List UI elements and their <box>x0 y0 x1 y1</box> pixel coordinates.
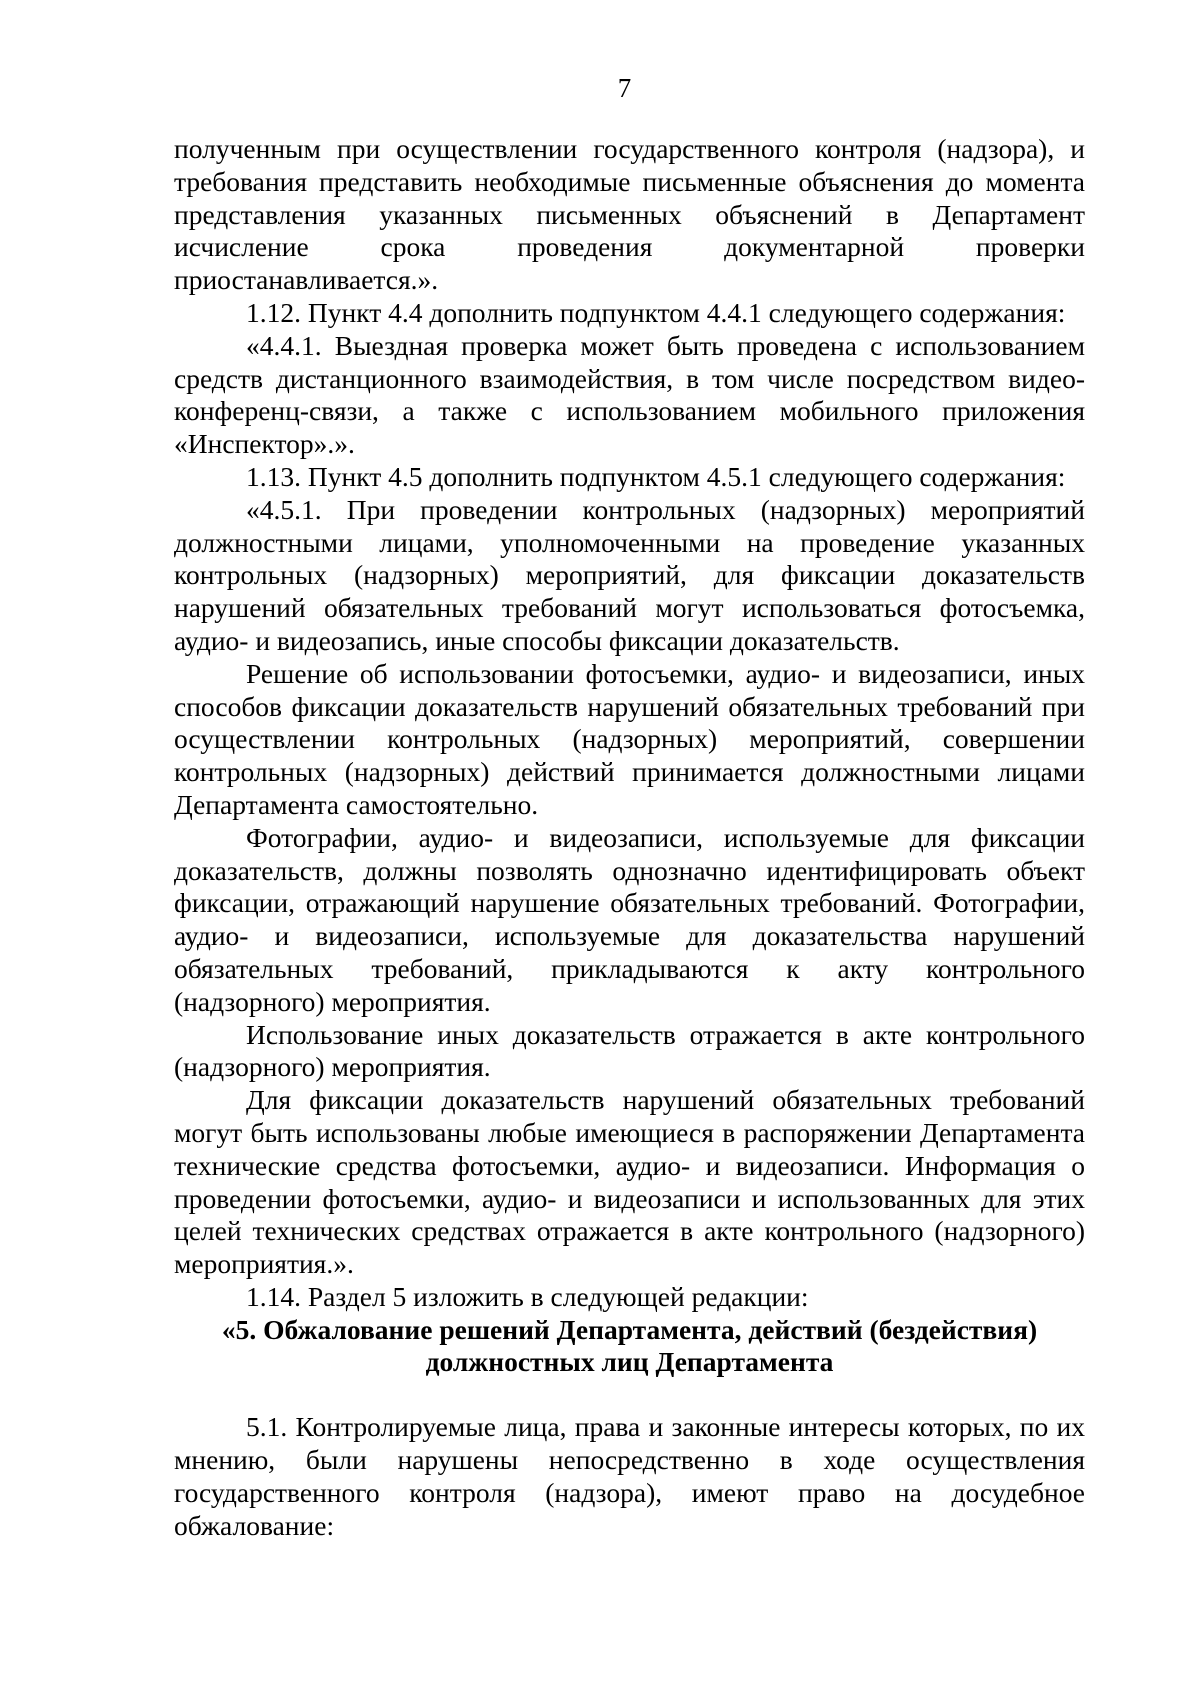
paragraph: Фотографии, аудио- и видеозаписи, используемые для фиксации доказательств, должны позволять однозначно идентифицировать объект фиксации, отражающий нарушение обязательных требований. Фотографии, аудио- и видеозаписи, используемые для доказательства нарушений обязательных требований, прикладываются к акту контрольного (надзорного) мероприятия. <box>174 821 1085 1017</box>
paragraph: Использование иных доказательств отражается в акте контрольного (надзорного) мероприятия. <box>174 1018 1085 1083</box>
paragraph: 1.14. Раздел 5 изложить в следующей редакции: <box>246 1280 809 1312</box>
paragraph: 1.13. Пункт 4.5 дополнить подпунктом 4.5.1 следующего содержания: <box>246 460 1066 492</box>
paragraph: 5.1. Контролируемые лица, права и законные интересы которых, по их мнению, были нарушены непосредственно в ходе осуществления государственного контроля (надзора), имеют право на досудебное обжалование: <box>174 1411 1085 1541</box>
document-text <box>174 133 1085 1542</box>
paragraph: Для фиксации доказательств нарушений обязательных требований могут быть использованы любые имеющиеся в распоряжении Департамента технические средства фотосъемки, аудио- и видеозаписи. Информация о проведении фотосъемки, аудио- и видеозаписи и использованных для этих целей технических средствах отражается в акте контрольного (надзорного) мероприятия.». <box>174 1084 1085 1280</box>
section-title: «5. Обжалование решений Департамента, действий (бездействия) должностных лиц Департамента <box>221 1313 1038 1378</box>
paragraph: 1.12. Пункт 4.4 дополнить подпунктом 4.4.1 следующего содержания: <box>246 296 1066 328</box>
paragraph: «4.4.1. Выездная проверка может быть проведена с использованием средств дистанционного взаимодействия, в том числе посредством видео-конференц-связи, а также с использованием мобильного приложения «Инспектор».». <box>174 329 1085 460</box>
paragraph: «4.5.1. При проведении контрольных (надзорных) мероприятий должностными лицами, уполномоченными на проведение указанных контрольных (надзорных) мероприятий, для фиксации доказательств нарушений обязательных требований могут использоваться фотосъемка, аудио- и видеозапись, иные способы фиксации доказательств. <box>174 493 1085 656</box>
paragraph: полученным при осуществлении государственного контроля (надзора), и требования представить необходимые письменные объяснения до момента представления указанных письменных объяснений в Департамент исчисление срока проведения документарной проверки приостанавливается.». <box>174 133 1085 296</box>
page-number: 7 <box>617 73 632 103</box>
paragraph: Решение об использовании фотосъемки, аудио- и видеозаписи, иных способов фиксации доказательств нарушений обязательных требований при осуществлении контрольных (надзорных) мероприятий, совершении контрольных (надзорных) действий принимается должностными лицами Департамента самостоятельно. <box>174 657 1085 820</box>
